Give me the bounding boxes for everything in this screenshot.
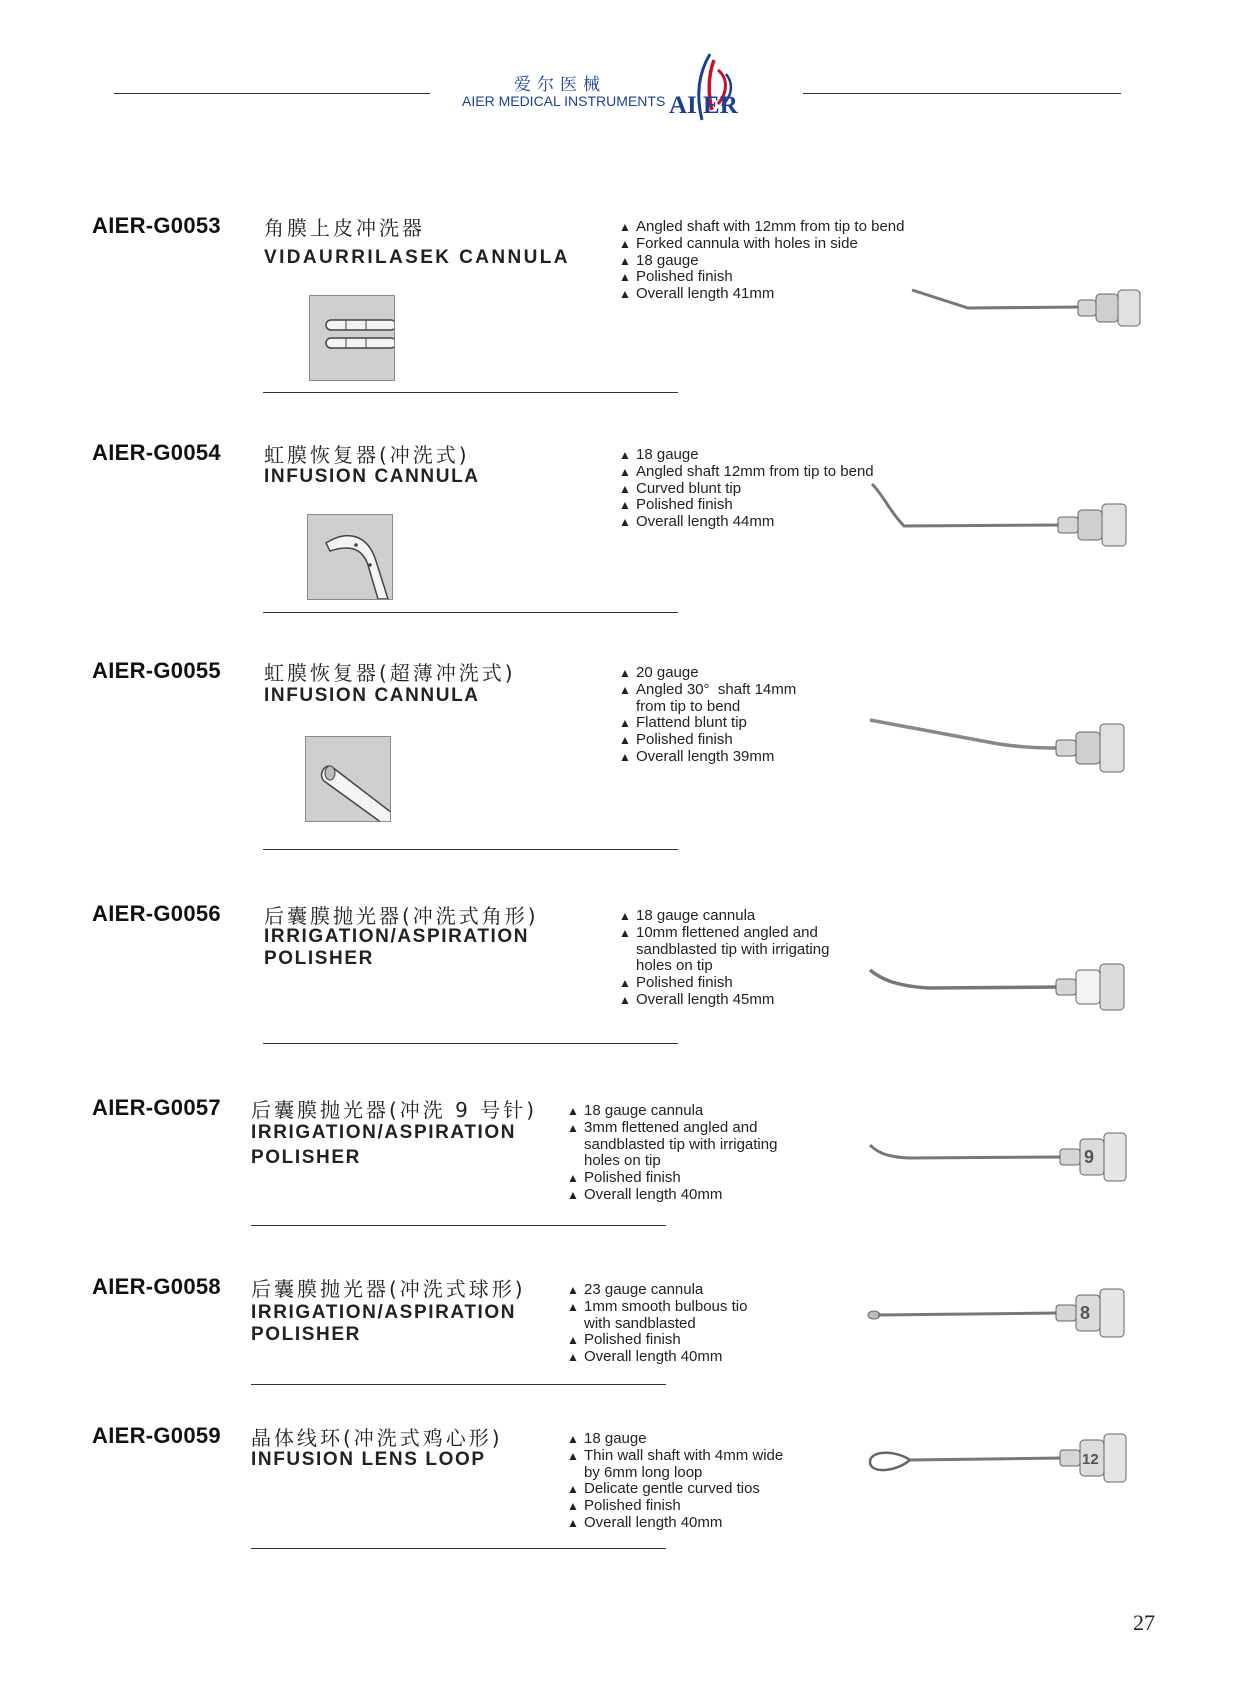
feature-list	[619, 665, 796, 766]
feature-list	[619, 447, 874, 531]
product-name-en: INFUSION CANNULA	[264, 466, 480, 487]
brand-name-en: AIER MEDICAL INSTRUMENTS	[462, 93, 666, 109]
section-divider	[263, 849, 678, 850]
feature-item: ▲ Forked cannula with holes in side	[619, 236, 904, 253]
feature-item: ▲ 1mm smooth bulbous tio with sandblasted	[567, 1299, 747, 1333]
feature-item: ▲ Delicate gentle curved tios	[567, 1481, 783, 1498]
cannula-photo	[868, 1125, 1150, 1195]
feature-item: ▲ 18 gauge	[567, 1431, 783, 1448]
product-name-cn: 虹膜恢复器(冲洗式)	[264, 443, 470, 467]
feature-item: ▲ Polished finish	[619, 497, 874, 514]
product-name-en: INFUSION CANNULA	[264, 685, 480, 706]
brand-name-cn: 爱尔医械	[514, 75, 606, 95]
product-code: AIER-G0057	[92, 1095, 221, 1120]
feature-item: ▲ Overall length 40mm	[567, 1349, 747, 1366]
product-code: AIER-G0053	[92, 213, 221, 238]
header-rule-left	[114, 93, 430, 94]
feature-list	[567, 1431, 783, 1532]
feature-item: ▲ Overall length 39mm	[619, 749, 796, 766]
feature-item: ▲ Angled shaft with 12mm from tip to bend	[619, 219, 904, 236]
product-name-en: IRRIGATION/ASPIRATION POLISHER	[251, 1302, 517, 1345]
feature-list	[567, 1103, 777, 1204]
feature-item: ▲ 18 gauge	[619, 253, 904, 270]
feature-item: ▲ Curved blunt tip	[619, 481, 874, 498]
cannula-photo	[870, 480, 1150, 560]
product-name-cn: 后囊膜抛光器(冲洗式球形)	[251, 1277, 526, 1301]
feature-item: ▲ Thin wall shaft with 4mm wide by 6mm long loop	[567, 1448, 783, 1482]
cannula-photo	[868, 950, 1150, 1020]
feature-item: ▲ Polished finish	[567, 1332, 747, 1349]
feature-item: ▲ Polished finish	[567, 1498, 783, 1515]
section-divider	[251, 1384, 666, 1385]
feature-item: ▲ Polished finish	[619, 975, 829, 992]
page-number: 27	[1133, 1610, 1155, 1635]
tip-detail-image	[307, 514, 393, 600]
feature-list	[619, 908, 829, 1009]
feature-item: ▲ Overall length 40mm	[567, 1187, 777, 1204]
svg-text:8: 8	[1080, 1303, 1091, 1323]
product-code: AIER-G0055	[92, 658, 221, 683]
product-name-en: VIDAURRILASEK CANNULA	[264, 247, 570, 268]
product-name-en: IRRIGATION/ASPIRATION POLISHER	[251, 1122, 517, 1168]
feature-item: ▲ Overall length 45mm	[619, 992, 829, 1009]
product-name-en: INFUSION LENS LOOP	[251, 1449, 486, 1470]
section-divider	[263, 1043, 678, 1044]
product-name-cn: 晶体线环(冲洗式鸡心形)	[251, 1426, 503, 1450]
svg-text:9: 9	[1084, 1147, 1095, 1167]
feature-item: ▲ Flattend blunt tip	[619, 715, 796, 732]
lens-loop-photo	[866, 1432, 1150, 1492]
feature-item: ▲ Angled shaft 12mm from tip to bend	[619, 464, 874, 481]
feature-item: ▲ 10mm flettened angled and sandblasted tip with irrigating holes on tip	[619, 925, 829, 975]
feature-item: ▲ 18 gauge	[619, 447, 874, 464]
feature-list	[619, 219, 904, 303]
feature-item: ▲ Angled 30° shaft 14mm from tip to bend	[619, 682, 796, 716]
product-code: AIER-G0058	[92, 1274, 221, 1299]
header-rule-right	[803, 93, 1121, 94]
feature-item: ▲ Overall length 44mm	[619, 514, 874, 531]
section-divider	[251, 1225, 666, 1226]
product-code: AIER-G0056	[92, 901, 221, 926]
product-code: AIER-G0059	[92, 1423, 221, 1448]
product-name-cn: 角膜上皮冲洗器	[264, 216, 425, 240]
cannula-photo	[910, 280, 1150, 340]
aier-logo-text: AI ER	[669, 92, 738, 119]
product-name-cn: 虹膜恢复器(超薄冲洗式)	[264, 661, 516, 685]
tip-detail-image	[309, 295, 395, 381]
feature-item: ▲ 18 gauge cannula	[567, 1103, 777, 1120]
feature-item: ▲ Polished finish	[619, 269, 904, 286]
feature-item: ▲ 18 gauge cannula	[619, 908, 829, 925]
product-code: AIER-G0054	[92, 440, 221, 465]
cannula-photo	[866, 1285, 1150, 1345]
feature-item: ▲ Polished finish	[567, 1170, 777, 1187]
section-divider	[251, 1548, 666, 1549]
feature-item: ▲ 23 gauge cannula	[567, 1282, 747, 1299]
feature-item: ▲ 20 gauge	[619, 665, 796, 682]
product-name-cn: 后囊膜抛光器(冲洗式角形)	[264, 904, 539, 928]
feature-list	[567, 1282, 747, 1366]
svg-text:12: 12	[1082, 1451, 1099, 1468]
feature-item: ▲ 3mm flettened angled and sandblasted tip with irrigating holes on tip	[567, 1120, 777, 1170]
section-divider	[263, 612, 678, 613]
product-name-cn: 后囊膜抛光器(冲洗 9 号针)	[251, 1098, 538, 1122]
cannula-photo	[868, 712, 1150, 782]
feature-item: ▲ Overall length 41mm	[619, 286, 904, 303]
tip-detail-image	[305, 736, 391, 822]
feature-item: ▲ Overall length 40mm	[567, 1515, 783, 1532]
product-name-en: IRRIGATION/ASPIRATION POLISHER	[264, 926, 530, 969]
section-divider	[263, 392, 678, 393]
feature-item: ▲ Polished finish	[619, 732, 796, 749]
